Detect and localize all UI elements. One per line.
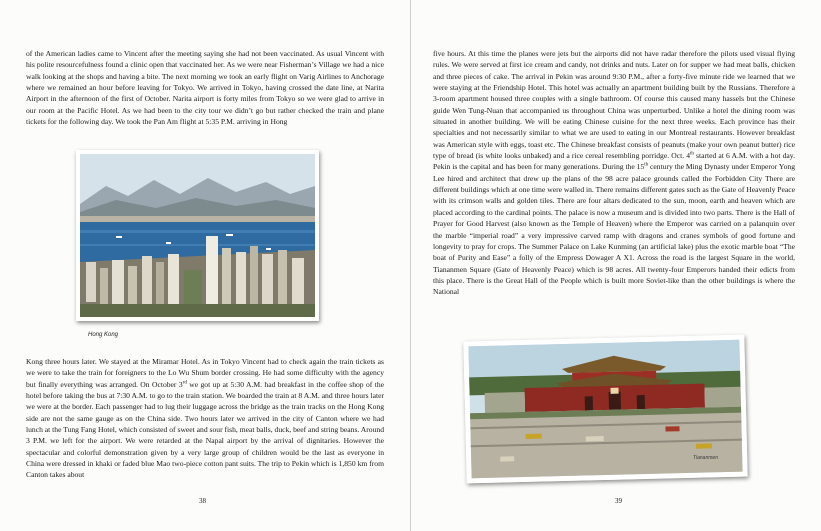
left-page-paragraph-1: of the American ladies came to Vincent after the meeting saying she had not been vaccinated. As usual Vincent with his polite resourcefulness found a clinic open that vaccinated her. As we were near Fisherman’s Village we had a nice walk looking at the shops and having a bite. The next morning we took an early flight on Varig Airlines to Anchorage where we remained an hour before leaving for Tokyo. We arrived in Tokyo, having crossed the date line, at Narita Airport in the afternoon of the first of October. Narita airport is forty miles from Tokyo so we were glad to arrive in our room at the Pacific Hotel. As we had been to the city tour we didn’t go but rather checked the train and plane tickets for the following day. We took the Pan Am flight at 5:35 P.M. arriving in Hong xyxy=(26,49,384,127)
page-number-right: 39 xyxy=(615,497,622,505)
right-page xyxy=(411,0,821,531)
hong-kong-photo xyxy=(76,150,319,321)
right-page-paragraph-1: five hours. At this time the planes were jets but the airports did not have radar therefore the pilots used visual flying rules. We were served at first ice cream and candy, not drinks and nuts. Later on for supper we had meat balls, chicken and three pieces of cake. The arrival in Pekin was around 9:30 P.M., after a forty-five minute ride we learned that we were staying at the Friendship Hotel. This hotel was actually an apartment building built by the Russians. Therefore a 3-room apartment housed three couples with a single bathroom. Of course this caused many hassels but the Chinese guide Wen Tung-Nuan that accompanied us throughout China was unperturbed. Unlike a hotel the dining room was situated in another building. We will be eating Chinese cuisine for the next three weeks. Each province has their specialties and not necessarily similar to what we are used to eating in our Montreal restaurants. However breakfast was American style with eggs, toast etc. The Chinese breakfast consists of peanuts (make your own peanut butter) rice type of bread (is white looks unbaked) and a rice cereal resembling porridge. Oct. 4th started at 6 A.M. with a hot day. Pekin is the capital and has been for many generations. During the 15th century the Ming Dynasty under Emperor Yong Lee hired and architect that drew up the plans of the 98 acre palace grounds called the Forbidden City There are different buildings which at one time were walled in. There remains different gates such as the Gate of Heavenly Peace with its crimson walls and golden tiles. There are four altars dedicated to the sun, moon, earth and heaven which are placed according to the cardinal points. The palace is now a museum and is divided into two parts. There is the Hall of Prayer for Good Harvest (also known as the Temple of Heaven) where the Emperor was carried on a palanquin over the marble “imperial road” a very impressive carved ramp with dragons and cranes symbols of good fortune and longevity to pray for crops. The Summer Palace on Lake Kunming (an artificial lake) plus the exotic marble boat “The boat of Purity and Ease” a folly of the Empress Dowager A X1. Across the road is the largest Square in the world, Tiananmen Square (Gate of Heavenly Peace) which is 98 acres. All twenty-four Emperors handed their edicts from this place. There is the Great Hall of the People which is built more Soviet-like than the other buildings is where the National xyxy=(433,49,795,297)
page-number-left: 38 xyxy=(199,497,206,505)
tiananmen-photo xyxy=(463,335,747,484)
tiananmen-caption: Tiananmen xyxy=(693,455,718,461)
hong-kong-illustration xyxy=(76,150,319,321)
tiananmen-illustration xyxy=(463,335,747,484)
hong-kong-caption: Hong Kong xyxy=(88,332,119,338)
left-page-paragraph-2: Kong three hours later. We stayed at the Miramar Hotel. As in Tokyo Vincent had to check again the train tickets as we were to take the train for foreigners to the Lo Wu Shum border crossing. He had some difficulty with the agency but finally everything was arranged. On October 3rd we got up at 5:30 A.M. had breakfast in the coffee shop of the hotel before taking the bus at 7:30 A.M. to go to the train station. We boarded the train at 8 A.M. and three hours later we were at the border. Each passenger had to lug their luggage across the bridge as the train tracks on the Hong Kong side are not the same gauge as on the China side. Two hours later we arrived in the city of Canton where we had lunch at the Tung Fang Hotel, which consisted of sweet and sour fish, meat balls, duck, beef and string beans. Around 3 P.M. we left for the airport. We were retarded at the Napal airport by the arrival of dignitaries. However the spectacular and colorful demonstration given by a very large group of children would be the last as everyone in China were dressed in khaki or faded blue Mao two-piece cotton pant suits. The trip to Pekin which is 1,850 km from Canton takes about xyxy=(26,357,385,480)
left-page xyxy=(0,0,410,531)
